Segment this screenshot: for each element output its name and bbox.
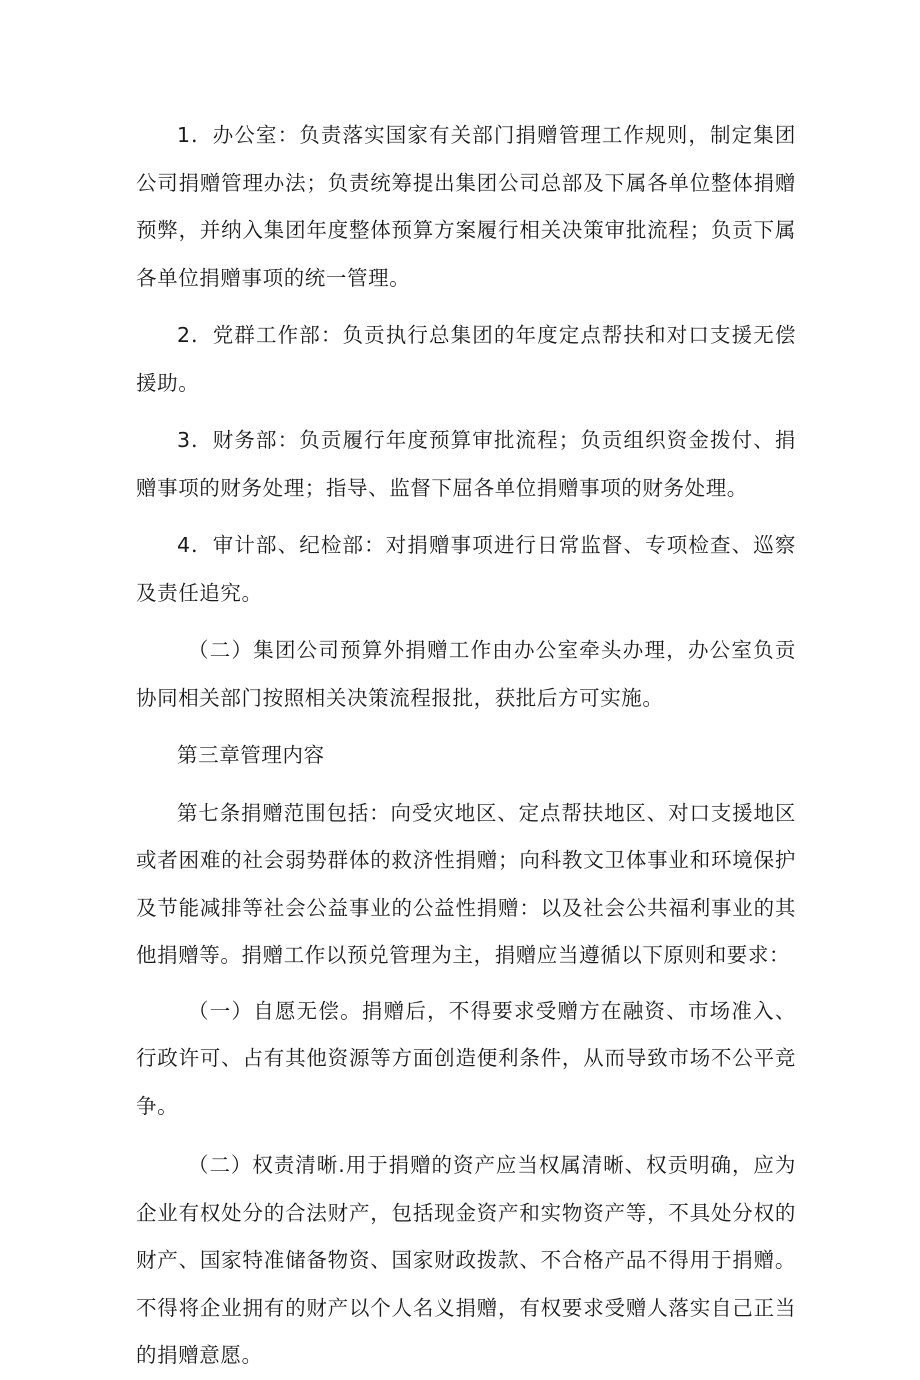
chapter-heading: 第三章管理内容 — [177, 743, 325, 767]
paragraph-item-4: 4．审计部、纪检部：对捐赠事项进行日常监督、专项检查、巡察及责任追究。 — [136, 533, 796, 605]
paragraph-principle-1: （一）自愿无偿。捐赠后，不得要求受赠方在融资、市场准入、行政许可、占有其他资源等方面创造便利条件，从而导致市场不公平竞争。 — [136, 998, 796, 1118]
paragraph-item-2: 2．党群工作部：负贡执行总集团的年度定点帮扶和对口支援无偿援助。 — [136, 323, 796, 395]
paragraph-principle-2: （二）权责清晰.用于捐赠的资产应当权属清晰、权贡明确，应为企业有权处分的合法财产，包括现金资产和实物资产等，不具处分权的财产、国家特准储备物资、国家财政拨款、不合格产品不得用于捐赠。不得将企业拥有的财产以个人名义捐赠，有权要求受赠人落实自己正当的捐赠意愿。 — [136, 1153, 796, 1367]
paragraph-article-7: 第七条捐赠范围包括：向受灾地区、定点帮扶地区、对口支援地区或者困难的社会弱势群体的救济性捐赠；向科教文卫体事业和环境保护及节能减排等社会公益事业的公益性捐赠：以及社会公共福利事业的其他捐赠等。捐赠工作以预兑管理为主，捐赠应当遵循以下原则和要求： — [136, 800, 796, 967]
paragraph-section-2: （二）集团公司预算外捐赠工作由办公室牵头办理，办公室负贡协同相关部门按照相关决策流程报批，获批后方可实施。 — [136, 638, 796, 710]
paragraph-item-3: 3．财务部：负贡履行年度预算审批流程；负贡组织资金拨付、捐赠事项的财务处理；指导、监督下屈各单位捐赠事项的财务处理。 — [136, 428, 796, 500]
document-body — [136, 112, 796, 1380]
paragraph-item-1: 1．办公室：负责落实国家有关部门捐赠管理工作规则，制定集团公司捐赠管理办法；负责统筹提出集团公司总部及下属各单位整体捐赠预弊，并纳入集团年度整体预算方案履行相关决策审批流程；负贡下属各单位捐赠事项的统一管理。 — [136, 123, 796, 290]
